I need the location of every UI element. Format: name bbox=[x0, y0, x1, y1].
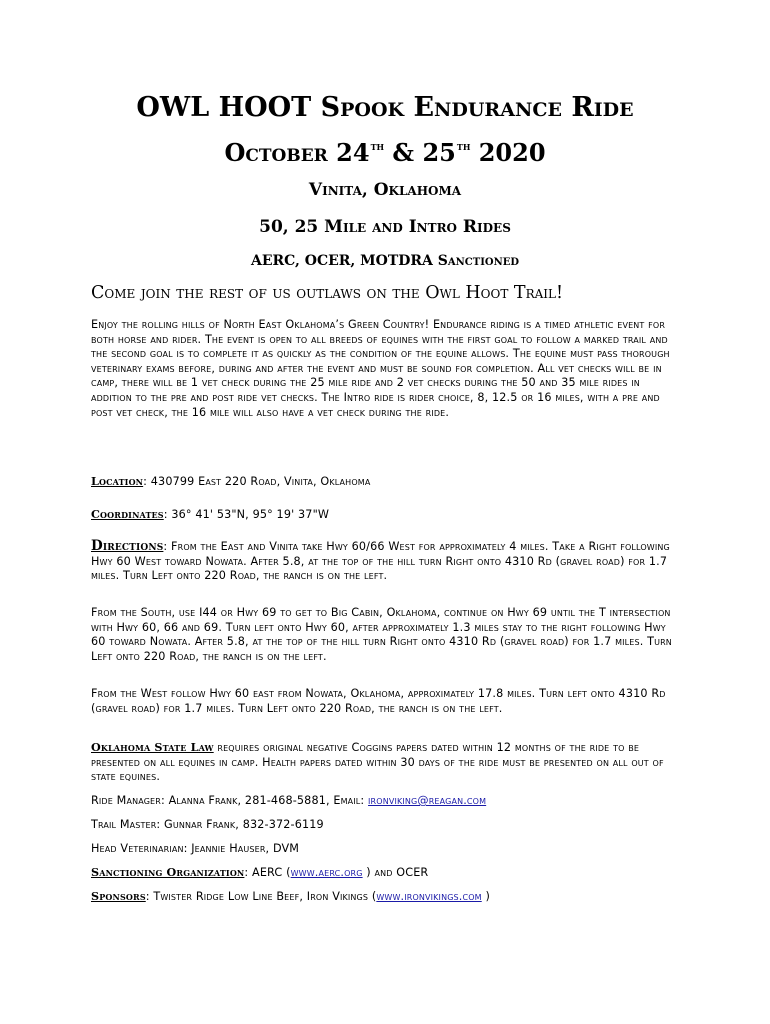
head-vet-line: Head Veterinarian: Jeannie Hauser, DVM bbox=[91, 842, 300, 855]
directions-label: Directions bbox=[91, 538, 164, 554]
state-law-label: Oklahoma State Law bbox=[91, 740, 214, 754]
ride-manager-text: Ride Manager: Alanna Frank, 281-468-5881, Email: bbox=[91, 794, 369, 807]
date-year: 2020 bbox=[470, 138, 546, 167]
sanctioning-text-after: ) and OCER bbox=[362, 866, 429, 879]
directions-east-text: : From the East and Vinita take Hwy 60/66 West for approximately 4 miles. Take a Right following Hwy 60 West toward Nowata. After 5.8, at the top of the hill turn Right onto 4310 Rd (gravel road) for 1.7 miles. Turn Left onto 220 Road, the ranch is on the left. bbox=[91, 540, 670, 583]
date-part: October 24 bbox=[224, 138, 370, 167]
state-law-paragraph bbox=[91, 740, 681, 785]
trail-master-line: Trail Master: Gunnar Frank, 832-372-6119 bbox=[91, 818, 324, 831]
state-law-text: requires original negative Coggins papers dated within 12 months of the ride to be presented on all equines in camp. Health papers dated within 30 days of the ride must be presented on all out of state equines. bbox=[91, 741, 664, 784]
invite-line: Come join the rest of us outlaws on the Owl Hoot Trail! bbox=[91, 283, 564, 303]
sanctioning-text-before: : AERC ( bbox=[244, 866, 291, 879]
sanctioning-line bbox=[91, 865, 681, 881]
directions-south: From the South, use I44 or Hwy 69 to get to Big Cabin, Oklahoma, continue on Hwy 69 until the T intersection with Hwy 60, 66 and 69. Turn left onto Hwy 60, after approximately 1.3 miles stay to the right following Hwy 60 toward Nowata. After 5.8, at the top of the hill turn Right onto 4310 Rd (gravel road) for 1.7 miles. Turn Left onto 220 Road, the ranch is on the left. bbox=[91, 606, 672, 663]
location-value: : 430799 East 220 Road, Vinita, Oklahoma bbox=[143, 475, 371, 488]
location-line bbox=[91, 474, 681, 490]
date-suffix: th bbox=[456, 139, 471, 153]
ride-manager-line bbox=[91, 794, 681, 809]
aerc-link[interactable]: www.aerc.org bbox=[290, 866, 363, 879]
location-label: Location bbox=[91, 474, 144, 488]
directions-east bbox=[91, 539, 681, 584]
ride-title: OWL HOOT Spook Endurance Ride bbox=[136, 92, 634, 123]
date-suffix: th bbox=[370, 139, 385, 153]
sanctions-heading: AERC, OCER, MOTDRA Sanctioned bbox=[250, 253, 520, 269]
sponsors-text-before: : Twister Ridge Low Line Beef, Iron Vikings ( bbox=[145, 890, 377, 903]
coordinates-label: Coordinates bbox=[91, 507, 164, 521]
ride-location-heading: Vinita, Oklahoma bbox=[308, 180, 462, 200]
ironvikings-link[interactable]: www.ironvikings.com bbox=[376, 890, 482, 903]
coordinates-line bbox=[91, 507, 681, 523]
ride-distances-heading: 50, 25 Mile and Intro Rides bbox=[259, 217, 511, 237]
coordinates-value: : 36° 41' 53"N, 95° 19' 37"W bbox=[163, 508, 330, 521]
ride-manager-email-link[interactable]: ironviking@reagan.com bbox=[368, 794, 487, 807]
directions-west: From the West follow Hwy 60 east from Nowata, Oklahoma, approximately 17.8 miles. Turn left onto 4310 Rd (gravel road) for 1.7 miles. Turn Left onto 220 Road, the ranch is on the left. bbox=[91, 687, 666, 715]
date-part: & 25 bbox=[384, 138, 456, 167]
sponsors-text-after: ) bbox=[481, 890, 490, 903]
ride-date bbox=[0, 138, 770, 167]
intro-paragraph: Enjoy the rolling hills of North East Oklahoma’s Green Country! Endurance riding is a timed athletic event for both horse and rider. The event is open to all breeds of equines with the first goal to follow a marked trail and the second goal is to complete it as quickly as the condition of the equine allows. The equine must pass thorough veterinary exams before, during and after the event and must be sound for completion. All vet checks will be in camp, there will be 1 vet check during the 25 mile ride and 2 vet checks during the 50 and 35 mile rides in addition to the pre and post ride vet checks. The Intro ride is rider choice, 8, 12.5 or 16 miles, with a pre and post vet check, the 16 mile will also have a vet check during the ride. bbox=[91, 318, 670, 419]
sanctioning-label: Sanctioning Organization bbox=[91, 865, 245, 879]
sponsors-line bbox=[91, 889, 681, 905]
sponsors-label: Sponsors bbox=[91, 889, 146, 903]
